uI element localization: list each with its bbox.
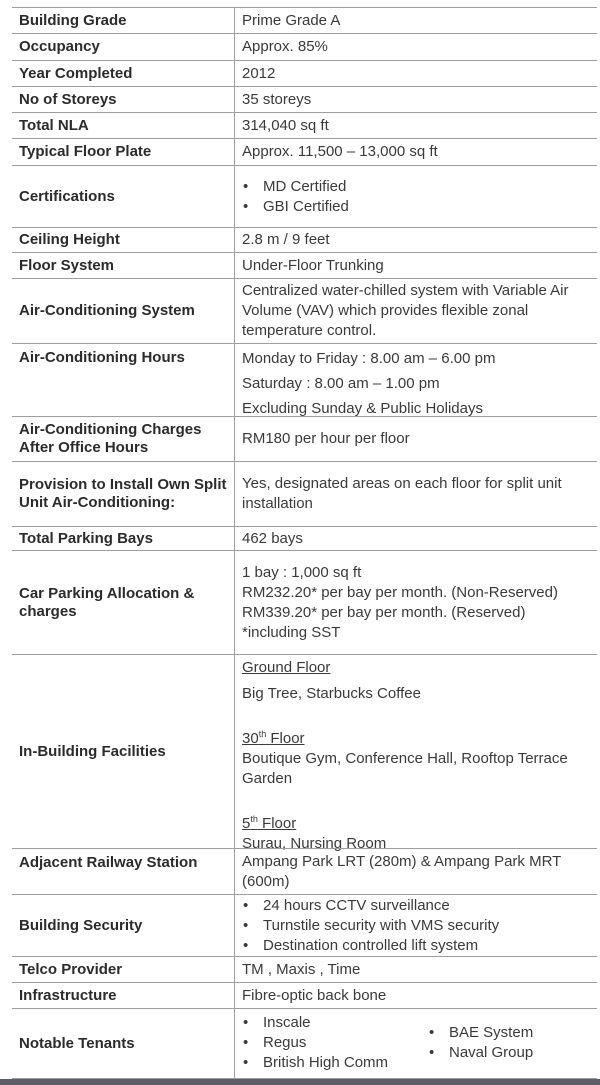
table-row xyxy=(12,86,597,112)
table-row xyxy=(12,654,597,852)
row-value: Prime Grade A xyxy=(242,11,341,29)
row-value xyxy=(242,344,593,416)
row-label: In-Building Facilities xyxy=(12,655,235,848)
row-value xyxy=(242,1009,593,1078)
row-label: No of Storeys xyxy=(12,87,235,112)
table-row xyxy=(12,7,597,33)
bullet-item: • Turnstile security with VMS security xyxy=(242,916,593,936)
value-line: *including SST xyxy=(242,623,341,641)
table-row xyxy=(12,33,597,60)
value-line: Monday to Friday : 8.00 am – 6.00 pm xyxy=(242,350,496,367)
table-row xyxy=(12,227,597,252)
row-value: Approx. 85% xyxy=(242,38,328,55)
bullet-item: • MD Certified xyxy=(242,177,593,197)
row-value: 2012 xyxy=(242,64,276,82)
table-row xyxy=(12,60,597,86)
value-line: Excluding Sunday & Public Holidays xyxy=(242,400,483,417)
row-value: RM180 per hour per floor xyxy=(242,430,410,447)
table-row xyxy=(12,526,597,550)
bullet-item: • Regus xyxy=(242,1033,422,1053)
row-value: Approx. 11,500 – 13,000 sq ft xyxy=(242,143,438,160)
table-row xyxy=(12,956,597,982)
bullet-item: • GBI Certified xyxy=(242,197,593,217)
table-row xyxy=(12,138,597,165)
row-value: Under-Floor Trunking xyxy=(242,256,384,274)
row-label: Typical Floor Plate xyxy=(12,139,235,165)
table-row xyxy=(12,1008,597,1078)
row-label: Total Parking Bays xyxy=(12,527,235,550)
table-row xyxy=(12,252,597,278)
row-value: 2.8 m / 9 feet xyxy=(242,231,330,248)
row-value: Ampang Park LRT (280m) & Ampang Park MRT (600m) xyxy=(242,852,562,890)
row-label: Building Grade xyxy=(12,8,235,33)
row-value: Yes, designated areas on each floor for split unit installation xyxy=(242,475,562,512)
floor-text: Boutique Gym, Conference Hall, Rooftop Terrace Garden xyxy=(242,750,568,787)
table-row xyxy=(12,112,597,138)
row-label: Ceiling Height xyxy=(12,228,235,252)
row-label: Occupancy xyxy=(12,34,235,60)
row-label: Floor System xyxy=(12,253,235,278)
row-value: Centralized water-chilled system with Variable Air Volume (VAV) which provides flexible zonal temperature control. xyxy=(242,282,569,339)
table-row xyxy=(12,982,597,1008)
row-label: Air-Conditioning System xyxy=(12,279,235,343)
table-row xyxy=(12,550,597,654)
row-label: Total NLA xyxy=(12,113,235,138)
value-line: RM232.20* per bay per month. (Non-Reserved) xyxy=(242,583,558,601)
table-row xyxy=(12,165,597,227)
row-value xyxy=(242,655,593,852)
bottom-bar xyxy=(0,1079,600,1085)
table-row xyxy=(12,343,597,416)
value-line: RM339.20* per bay per month. (Reserved) xyxy=(242,603,526,621)
row-value: 462 bays xyxy=(242,529,303,547)
table-row xyxy=(12,894,597,956)
bullet-item: • Destination controlled lift system xyxy=(242,936,593,956)
row-value xyxy=(242,166,593,227)
floor-text: Big Tree, Starbucks Coffee xyxy=(242,685,421,702)
row-value: 314,040 sq ft xyxy=(242,116,329,134)
row-value: 35 storeys xyxy=(242,90,312,108)
row-label: Air-Conditioning Charges After Office Hours xyxy=(12,417,235,461)
value-line: 1 bay : 1,000 sq ft xyxy=(242,563,362,581)
table-row xyxy=(12,461,597,526)
bullet-item: • BAE System xyxy=(428,1023,588,1043)
bullet-item: • British High Comm xyxy=(242,1053,422,1073)
row-value xyxy=(242,895,593,956)
bullet-item: • Naval Group xyxy=(428,1043,588,1063)
bullet-item: • Inscale xyxy=(242,1013,422,1033)
floor-heading: 5th Floor xyxy=(242,814,297,832)
table-row xyxy=(12,416,597,461)
table-row xyxy=(12,848,597,894)
floor-heading: Ground Floor xyxy=(242,659,331,676)
row-label: Infrastructure xyxy=(12,983,235,1008)
row-label: Car Parking Allocation & charges xyxy=(12,551,235,654)
row-label: Year Completed xyxy=(12,61,235,86)
row-label: Telco Provider xyxy=(12,957,235,982)
floor-heading: 30th Floor xyxy=(242,729,305,747)
table-row xyxy=(12,278,597,343)
row-value: Fibre-optic back bone xyxy=(242,986,387,1004)
row-value xyxy=(242,551,593,654)
row-value: TM , Maxis , Time xyxy=(242,960,361,978)
row-label: Certifications xyxy=(12,166,235,227)
row-label: Notable Tenants xyxy=(12,1009,235,1078)
floor-text: Surau, Nursing Room xyxy=(242,835,387,852)
row-label: Provision to Install Own Split Unit Air-Conditioning: xyxy=(12,462,235,526)
value-line: Saturday : 8.00 am – 1.00 pm xyxy=(242,375,440,392)
bullet-item: • 24 hours CCTV surveillance xyxy=(242,896,593,916)
row-label: Building Security xyxy=(12,895,235,956)
row-label: Air-Conditioning Hours xyxy=(12,344,235,416)
row-label: Adjacent Railway Station xyxy=(12,849,235,894)
